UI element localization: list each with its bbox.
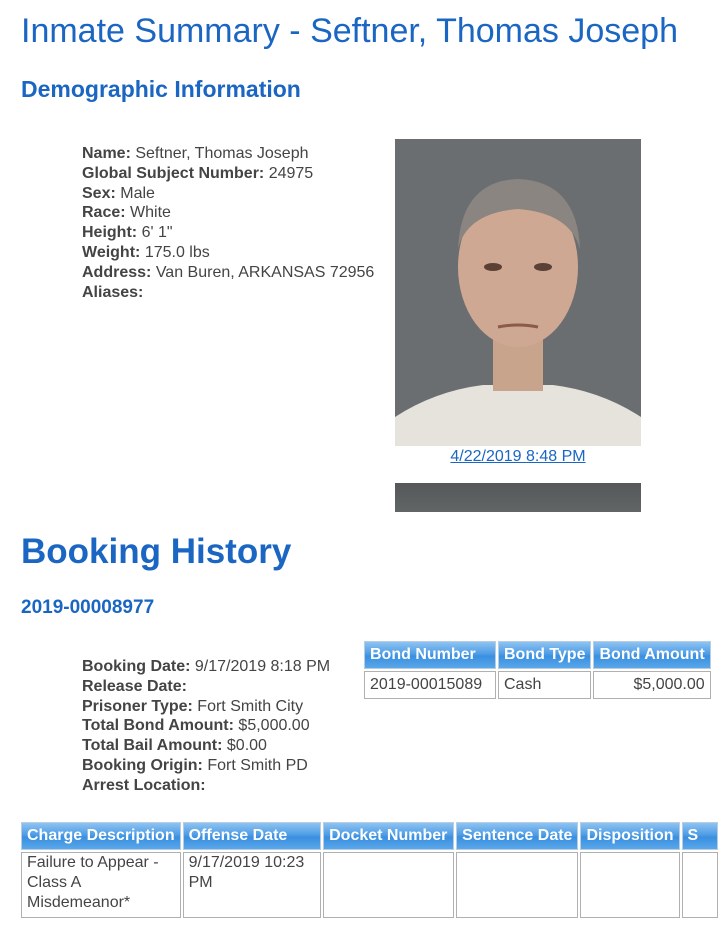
info-value: White [130, 204, 171, 222]
disposition-header[interactable]: Disposition [580, 822, 679, 850]
info-label: Booking Date: [82, 658, 191, 675]
info-value: $5,000.00 [238, 717, 310, 735]
info-label: Race: [82, 204, 126, 222]
photo-date-link[interactable]: 4/22/2019 8:48 PM [450, 448, 586, 465]
info-value: 24975 [268, 164, 314, 182]
booking-info [82, 657, 330, 796]
sentence-date-cell [456, 852, 578, 918]
info-label: Address: [82, 263, 152, 281]
truncated-column-cell [682, 852, 718, 918]
docket-number-header[interactable]: Docket Number [323, 822, 454, 850]
charge-table [19, 820, 720, 920]
bond-type-header[interactable]: Bond Type [498, 641, 591, 669]
info-value: 175.0 lbs [144, 243, 210, 261]
table-row [21, 852, 718, 918]
charge-table-header-row [21, 822, 718, 850]
info-row-prisoner-type [82, 697, 330, 717]
second-photo-thumbnail[interactable] [395, 483, 641, 512]
info-label: Weight: [82, 243, 141, 261]
info-row-aliases [82, 283, 374, 303]
info-row-race [82, 203, 374, 223]
page-title: Inmate Summary - Seftner, Thomas Joseph [21, 12, 678, 50]
truncated-column-header[interactable]: S [682, 822, 718, 850]
info-label: Arrest Location: [82, 776, 206, 794]
info-row-release-date [82, 677, 330, 697]
info-label: Global Subject Number: [82, 164, 265, 182]
info-value: 6' 1" [141, 224, 173, 242]
info-value: Fort Smith City [197, 697, 304, 715]
info-row-booking-origin [82, 756, 330, 776]
info-row-booking-date [82, 657, 330, 677]
info-row-sex [82, 184, 374, 204]
demographic-section-title: Demographic Information [21, 76, 301, 102]
info-label: Sex: [82, 184, 116, 202]
mugshot-placeholder-icon [395, 139, 641, 446]
info-label: Height: [82, 224, 138, 242]
docket-number-cell [323, 852, 454, 918]
info-label: Name: [82, 145, 131, 162]
offense-date-header[interactable]: Offense Date [183, 822, 322, 850]
booking-number-heading: 2019-00008977 [21, 597, 155, 618]
offense-date-cell: 9/17/2019 10:23 PM [183, 852, 322, 918]
sentence-date-header[interactable]: Sentence Date [456, 822, 578, 850]
info-row-total-bond-amount [82, 716, 330, 736]
info-value: Seftner, Thomas Joseph [135, 145, 309, 162]
info-label: Aliases: [82, 283, 144, 301]
bond-number-cell: 2019-00015089 [364, 671, 496, 699]
bond-table [362, 639, 713, 701]
info-label: Prisoner Type: [82, 697, 193, 715]
info-label: Total Bond Amount: [82, 717, 234, 735]
booking-history-title: Booking History [21, 532, 292, 571]
info-label: Total Bail Amount: [82, 737, 223, 755]
mugshot-photo[interactable] [395, 139, 641, 446]
bond-amount-cell: $5,000.00 [593, 671, 710, 699]
info-label: Release Date: [82, 677, 187, 695]
info-row-arrest-location [82, 776, 330, 796]
info-value: Van Buren, ARKANSAS 72956 [155, 263, 375, 281]
info-row-address [82, 263, 374, 283]
info-row-total-bail-amount [82, 736, 330, 756]
bond-amount-header[interactable]: Bond Amount [593, 641, 710, 669]
bond-table-header-row [364, 641, 711, 669]
info-value: Male [120, 184, 155, 202]
info-value: Fort Smith PD [207, 756, 308, 774]
disposition-cell [580, 852, 679, 918]
info-value: $0.00 [226, 737, 267, 755]
table-row [364, 671, 711, 699]
info-row-name [82, 144, 374, 164]
info-value: 9/17/2019 8:18 PM [194, 658, 331, 675]
info-label: Booking Origin: [82, 756, 203, 774]
bond-number-header[interactable]: Bond Number [364, 641, 496, 669]
demographic-info [82, 144, 374, 302]
bond-type-cell: Cash [498, 671, 591, 699]
info-row-global-subject-number [82, 164, 374, 184]
charge-description-cell: Failure to Appear - Class A Misdemeanor* [21, 852, 181, 918]
info-row-weight [82, 243, 374, 263]
charge-description-header[interactable]: Charge Description [21, 822, 181, 850]
info-row-height [82, 223, 374, 243]
